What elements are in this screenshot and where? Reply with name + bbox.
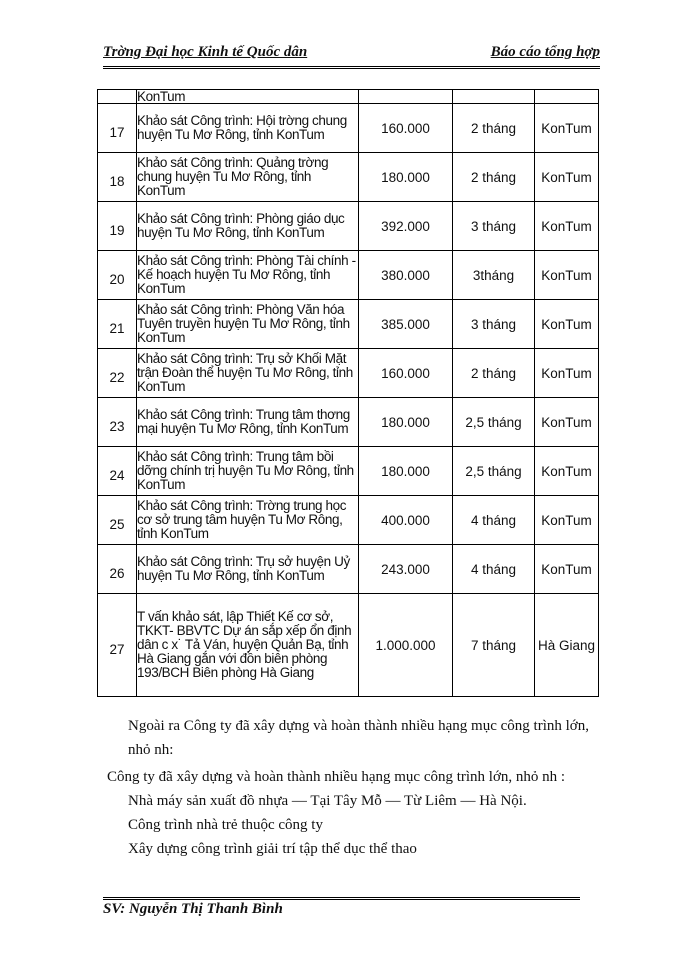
cell-desc: Khảo sát Công trình: Phòng Tài chính - Kế hoạch huyện Tu Mơ Rông, tỉnh KonTum: [137, 251, 359, 300]
cell-no: [98, 104, 137, 153]
cell-place: KonTum: [535, 104, 599, 153]
cell-time: 2 tháng: [453, 153, 535, 202]
row-number: 26: [109, 565, 125, 581]
cell-time: 3 tháng: [453, 202, 535, 251]
cell-value: 380.000: [359, 251, 453, 300]
cell-desc: Khảo sát Công trình: Trụ sở Khối Mặt trận Đoàn thể huyện Tu Mơ Rông, tỉnh KonTum: [137, 349, 359, 398]
cell-time: 7 tháng: [453, 594, 535, 697]
table-row-partial: [98, 90, 599, 104]
header-divider: [103, 66, 600, 69]
row-number: 19: [109, 222, 125, 238]
cell-place: KonTum: [535, 251, 599, 300]
page-header: [103, 42, 600, 66]
cell-desc: KonTum: [137, 90, 359, 104]
row-number: 22: [109, 369, 125, 385]
footer-divider: [103, 897, 580, 900]
cell-desc: Khảo sát Công trình: Phòng giáo dục huyện Tu Mơ Rông, tỉnh KonTum: [137, 202, 359, 251]
row-number: 17: [109, 124, 125, 140]
list-item-plastic-factory: Nhà máy sản xuất đồ nhựa — Tại Tây Mỗ — Từ Liêm — Hà Nội.: [128, 793, 527, 809]
cell-value: 160.000: [359, 349, 453, 398]
cell-value: 400.000: [359, 496, 453, 545]
table-row: [98, 251, 599, 300]
cell-place: KonTum: [535, 447, 599, 496]
cell-no: [98, 496, 137, 545]
paragraph-repeat: Công ty đã xây dựng và hoàn thành nhiều hạng mục công trình lớn, nhỏ nh :: [107, 769, 566, 785]
cell-time: 3tháng: [453, 251, 535, 300]
cell-desc: Khảo sát Công trình: Trung tâm thơng mại huyện Tu Mơ Rông, tỉnh KonTum: [137, 398, 359, 447]
cell-no: [98, 251, 137, 300]
cell-place: Hà Giang: [535, 594, 599, 697]
header-university: Trờng Đại học Kinh tế Quốc dân: [103, 44, 308, 60]
table-row: [98, 447, 599, 496]
cell-no: [98, 90, 137, 104]
cell-time: 2 tháng: [453, 349, 535, 398]
cell-time: 2,5 tháng: [453, 398, 535, 447]
projects-table-body: [98, 90, 599, 697]
table-row: [98, 594, 599, 697]
cell-time: [453, 90, 535, 104]
cell-no: [98, 300, 137, 349]
cell-no: [98, 594, 137, 697]
cell-no: [98, 545, 137, 594]
table-row: [98, 398, 599, 447]
cell-desc: Khảo sát Công trình: Trung tâm bồi dỡng chính trị huyện Tu Mơ Rông, tỉnh KonTum: [137, 447, 359, 496]
cell-no: [98, 398, 137, 447]
paragraph-intro: Ngoài ra Công ty đã xây dựng và hoàn thành nhiều hạng mục công trình lớn, nhỏ nh:: [128, 718, 589, 758]
cell-desc: Khảo sát Công trình: Phòng Văn hóa Tuyên truyền huyện Tu Mơ Rông, tỉnh KonTum: [137, 300, 359, 349]
cell-no: [98, 202, 137, 251]
cell-place: KonTum: [535, 300, 599, 349]
cell-value: 243.000: [359, 545, 453, 594]
table-row: [98, 545, 599, 594]
cell-place: KonTum: [535, 496, 599, 545]
cell-value: [359, 90, 453, 104]
row-number: 23: [109, 418, 125, 434]
cell-time: 2 tháng: [453, 104, 535, 153]
cell-place: [535, 90, 599, 104]
cell-value: 1.000.000: [359, 594, 453, 697]
cell-desc: Khảo sát Công trình: Quảng trờng chung huyện Tu Mơ Rông, tỉnh KonTum: [137, 153, 359, 202]
cell-desc: Khảo sát Công trình: Trờng trung học cơ sở trung tâm huyện Tu Mơ Rông, tỉnh KonTum: [137, 496, 359, 545]
row-number: 21: [109, 320, 125, 336]
table-row: [98, 202, 599, 251]
table-row: [98, 496, 599, 545]
row-number: 20: [109, 271, 125, 287]
cell-value: 385.000: [359, 300, 453, 349]
row-number: 27: [109, 641, 125, 657]
cell-value: 392.000: [359, 202, 453, 251]
cell-place: KonTum: [535, 545, 599, 594]
row-number: 25: [109, 516, 125, 532]
cell-time: 4 tháng: [453, 496, 535, 545]
cell-value: 180.000: [359, 398, 453, 447]
cell-time: 4 tháng: [453, 545, 535, 594]
table-row: [98, 349, 599, 398]
cell-place: KonTum: [535, 202, 599, 251]
cell-value: 160.000: [359, 104, 453, 153]
table-row: [98, 104, 599, 153]
table-row: [98, 153, 599, 202]
header-report-title: Báo cáo tổng hợp: [490, 44, 600, 60]
footer-student-name: SV: Nguyễn Thị Thanh Bình: [103, 901, 283, 917]
cell-place: KonTum: [535, 398, 599, 447]
table-row: [98, 300, 599, 349]
cell-value: 180.000: [359, 447, 453, 496]
cell-place: KonTum: [535, 153, 599, 202]
list-item-sports-facility: Xây dựng công trình giải trí tập thể dục thể thao: [128, 841, 417, 857]
cell-desc: Khảo sát Công trình: Hội trờng chung huyện Tu Mơ Rông, tỉnh KonTum: [137, 104, 359, 153]
cell-desc: T vấn khảo sát, lập Thiết Kế cơ sở, TKKT- BBVTC Dự án sắp xếp ổn định dân c x˙ Tả Ván, huyện Quản Bạ, tỉnh Hà Giang gắn với đồn biên phòng 193/BCH Biên phòng Hà Giang: [137, 594, 359, 697]
cell-time: 2,5 tháng: [453, 447, 535, 496]
cell-desc: Khảo sát Công trình: Trụ sở huyện Uỷ huyện Tu Mơ Rông, tỉnh KonTum: [137, 545, 359, 594]
cell-time: 3 tháng: [453, 300, 535, 349]
cell-no: [98, 153, 137, 202]
cell-no: [98, 349, 137, 398]
list-item-kindergarten: Công trình nhà trẻ thuộc công ty: [128, 817, 323, 833]
cell-place: KonTum: [535, 349, 599, 398]
cell-no: [98, 447, 137, 496]
row-number: 24: [109, 467, 125, 483]
row-number: 18: [109, 173, 125, 189]
cell-value: 180.000: [359, 153, 453, 202]
projects-table: [97, 89, 599, 697]
paragraph-intro-line1: [128, 714, 598, 762]
